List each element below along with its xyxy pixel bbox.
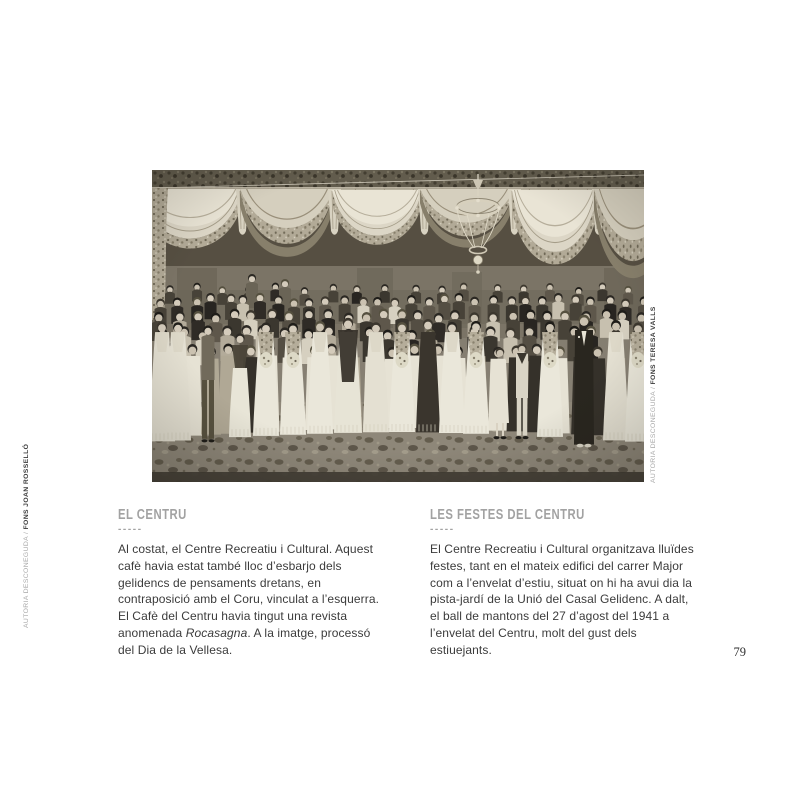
photo-credit xyxy=(650,306,657,483)
article-les-festes xyxy=(430,508,700,659)
photo-credit-authorship: AUTORIA DESCONEGUDA / xyxy=(650,384,657,483)
body-segment-italic: Rocasagna xyxy=(185,625,248,640)
heading-rule: ----- xyxy=(118,524,143,535)
article-body xyxy=(118,541,388,659)
margin-credit-authorship: AUTORIA DESCONEGUDA / xyxy=(23,529,30,628)
photo-vignette xyxy=(152,170,644,482)
historical-photo xyxy=(152,170,644,482)
page-number: 79 xyxy=(733,645,746,659)
body-segment: El Centre Recreatiu i Cultural organitzava lluïdes festes, tant en el mateix edifici del carrer Major com a l’envelat d’estiu, situat on hi ha avui dia la pista-jardí de la Unió del Casal Gelidenc. A dalt, el ball de mantons del 27 d’agost del 1941 a l’envelat del Centru, molt del gust dels estiuejants. xyxy=(430,542,694,657)
article-el-centru xyxy=(118,508,388,659)
article-body xyxy=(430,541,700,659)
heading-rule: ----- xyxy=(430,524,455,535)
body-segment: Al costat, el Centre Recreatiu i Cultural. Aquest cafè havia estat també lloc d’esbarjo dels gelidencs de pensaments dretans, en contraposició amb el Coru, vinculat a l’esquerra. El Cafè del Centru havia tingut una revista anomenada xyxy=(118,542,380,640)
body-segment: . A la imatge, processó del Dia de la Vellesa. xyxy=(118,625,371,657)
photo-canvas xyxy=(152,170,644,482)
article-heading: EL CENTRU xyxy=(118,507,187,523)
article-heading: LES FESTES DEL CENTRU xyxy=(430,507,585,523)
margin-photo-credit xyxy=(23,444,30,628)
margin-credit-fons: FONS JOAN ROSSELLÓ xyxy=(23,443,30,530)
photo-credit-fons: FONS TERESA VALLS xyxy=(650,306,657,385)
